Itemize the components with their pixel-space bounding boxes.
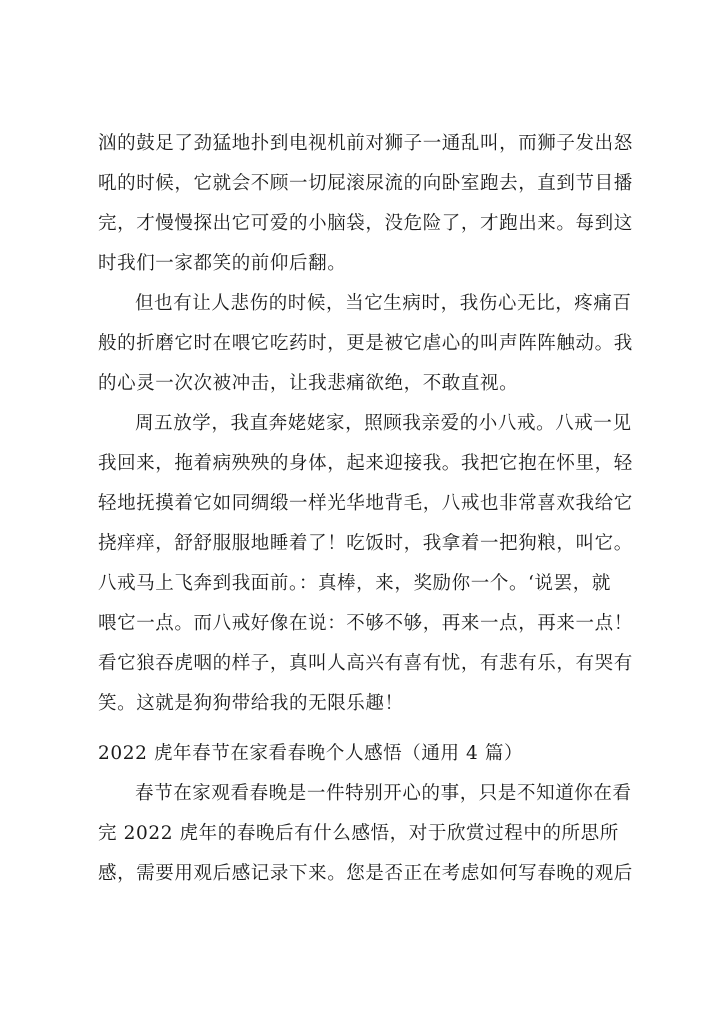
text-line: 喂它一点。而八戒好像在说：不够不够，再来一点，再来一点！	[98, 613, 633, 634]
text-line: 八戒马上飞奔到我面前。：真棒，来，奖励你一个。‘说罢，就	[98, 573, 611, 594]
text-line: 的心灵一次次被冲击，让我悲痛欲绝，不敢直视。	[98, 373, 519, 394]
text-line: 完，才慢慢探出它可爱的小脑袋，没危险了，才跑出来。每到这	[98, 213, 633, 234]
section-block	[98, 734, 638, 894]
text-line: 看它狼吞虎咽的样子，真叫人高兴有喜有忧，有悲有乐，有哭有	[98, 653, 633, 674]
paragraph-first-line: 春节在家观看春晚是一件特别开心的事，只是不知道你在看	[135, 783, 632, 804]
text-line: 轻地抚摸着它如同绸缎一样光华地背毛，八戒也非常喜欢我给它	[98, 493, 633, 514]
paragraph-first-line: 周五放学，我直奔姥姥家，照顾我亲爱的小八戒。八戒一见	[135, 413, 632, 434]
text-line: 感，需要用观后感记录下来。您是否正在考虑如何写春晚的观后	[98, 863, 633, 884]
text-line: 吼的时候，它就会不顾一切屁滚尿流的向卧室跑去，直到节目播	[98, 173, 633, 194]
essay-body	[98, 124, 638, 724]
text-line: 般的折磨它时在喂它吃药时，更是被它虐心的叫声阵阵触动。我	[98, 333, 633, 354]
text-line: 汹的鼓足了劲猛地扑到电视机前对狮子一通乱叫，而狮子发出怒	[98, 133, 633, 154]
text-line: 时我们一家都笑的前仰后翻。	[98, 253, 347, 274]
text-line: 完 2022 虎年的春晚后有什么感悟，对于欣赏过程中的所思所	[98, 823, 619, 844]
paragraph-first-line: 但也有让人悲伤的时候，当它生病时，我伤心无比，疼痛百	[135, 293, 632, 314]
text-line: 挠痒痒，舒舒服服地睡着了！吃饭时，我拿着一把狗粮，叫它。	[98, 533, 633, 554]
text-line: 我回来，拖着病殃殃的身体，起来迎接我。我把它抱在怀里，轻	[98, 453, 633, 474]
section-title: 2022 虎年春节在家看春晚个人感悟（通用 4 篇）	[98, 743, 524, 764]
text-line: 笑。这就是狗狗带给我的无限乐趣！	[98, 693, 404, 714]
